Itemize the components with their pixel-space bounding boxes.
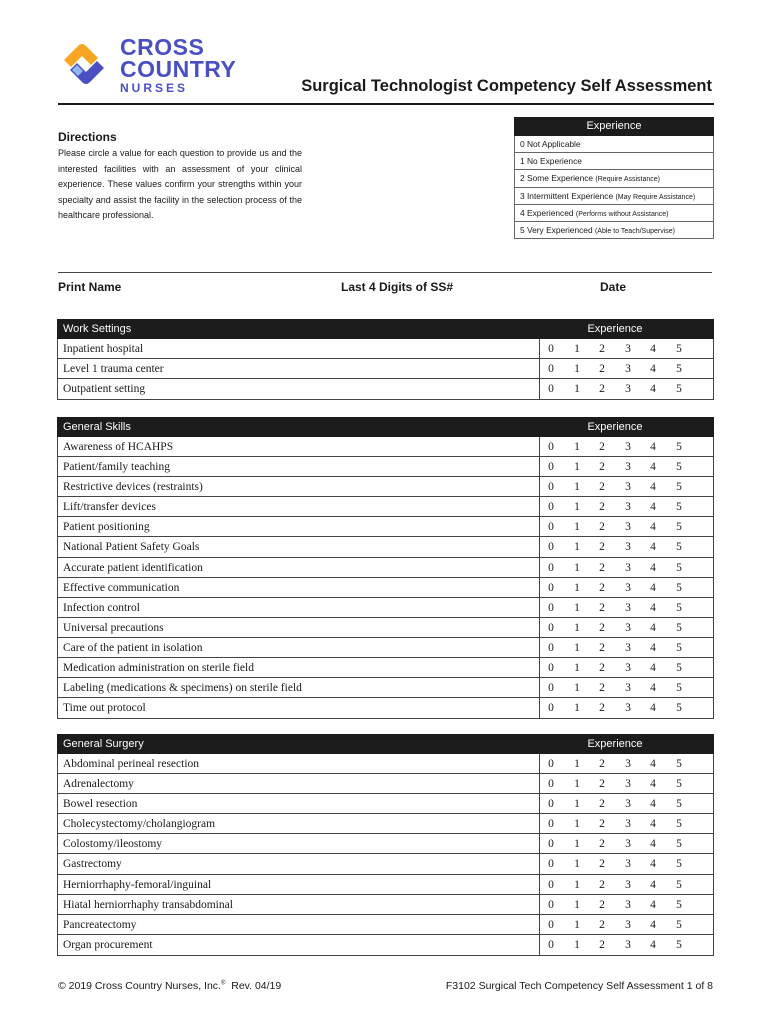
rating-option-0[interactable]: 0 — [548, 441, 554, 453]
legend-item-label: 4 Experienced — [520, 207, 574, 218]
section-general-skills — [57, 417, 714, 719]
rating-options — [539, 598, 714, 617]
rating-option-1[interactable]: 1 — [574, 481, 580, 494]
table-row — [58, 437, 713, 457]
rating-option-2[interactable]: 2 — [599, 898, 605, 911]
rating-option-3[interactable]: 3 — [625, 938, 631, 951]
competency-label: Hiatal herniorrhaphy transabdominal — [63, 898, 233, 911]
rating-option-4[interactable]: 4 — [650, 938, 656, 951]
section-work-settings — [57, 319, 714, 400]
rating-option-1[interactable]: 1 — [574, 581, 580, 594]
copyright-text: © 2019 Cross Country Nurses, Inc. — [58, 980, 221, 992]
competency-label: Organ procurement — [63, 938, 153, 951]
rating-option-1[interactable]: 1 — [574, 461, 580, 474]
legend-heading: Experience — [514, 117, 714, 136]
table-row — [58, 754, 713, 774]
competency-label: Lift/transfer devices — [63, 501, 156, 514]
rating-option-1[interactable]: 1 — [574, 541, 580, 554]
competency-label: Level 1 trauma center — [63, 363, 164, 376]
rating-option-5[interactable]: 5 — [676, 521, 682, 534]
rating-option-2[interactable]: 2 — [599, 838, 605, 851]
competency-label: Patient positioning — [63, 521, 150, 534]
legend-item — [514, 136, 714, 153]
legend-item — [514, 222, 714, 239]
logo-line-cross: CROSS — [120, 34, 205, 60]
footer-form-number: F3102 Surgical Tech Competency Self Assessment 1 of 8 — [445, 980, 713, 992]
section-table — [57, 437, 714, 719]
rating-option-0[interactable]: 0 — [548, 898, 554, 911]
rating-option-5[interactable]: 5 — [676, 501, 682, 514]
rating-option-2[interactable]: 2 — [599, 521, 605, 534]
rating-option-4[interactable]: 4 — [650, 682, 656, 695]
rating-option-5[interactable]: 5 — [676, 702, 682, 715]
competency-label: Medication administration on sterile field — [63, 662, 254, 675]
rating-option-1[interactable]: 1 — [574, 858, 580, 871]
rating-options — [539, 915, 714, 934]
rating-option-2[interactable]: 2 — [599, 501, 605, 514]
rating-option-2[interactable]: 2 — [599, 541, 605, 554]
table-row — [58, 834, 713, 854]
table-row — [58, 915, 713, 935]
rating-option-4[interactable]: 4 — [650, 918, 656, 931]
rating-options — [539, 678, 714, 697]
registered-mark: ® — [220, 980, 226, 987]
rating-option-4[interactable]: 4 — [650, 343, 656, 355]
rating-option-5[interactable]: 5 — [676, 938, 682, 951]
directions-text: Please circle a value for each question to provide us and the interested facilities with an assessment of your clinical experience. These values confirm your strengths within your specialty and assist the facility in the selection process of the healthcare professional. — [58, 148, 302, 220]
table-row — [58, 774, 713, 794]
section-title: Work Settings — [63, 323, 132, 335]
rating-option-3[interactable]: 3 — [625, 641, 631, 654]
rating-option-1[interactable]: 1 — [574, 601, 580, 614]
rating-option-2[interactable]: 2 — [599, 682, 605, 695]
rating-option-0[interactable]: 0 — [548, 682, 554, 695]
legend-item-label: 0 Not Applicable — [520, 139, 581, 149]
logo-wordmark — [120, 36, 236, 95]
rating-option-3[interactable]: 3 — [625, 363, 631, 376]
rating-option-1[interactable]: 1 — [574, 938, 580, 951]
table-row — [58, 678, 713, 698]
competency-label: Labeling (medications & specimens) on sterile field — [63, 682, 302, 695]
rating-option-4[interactable]: 4 — [650, 838, 656, 851]
rating-option-0[interactable]: 0 — [548, 621, 554, 634]
competency-label: Outpatient setting — [63, 383, 146, 396]
rating-option-2[interactable]: 2 — [599, 778, 605, 791]
rating-option-1[interactable]: 1 — [574, 798, 580, 811]
rating-options — [539, 814, 714, 833]
legend-item-label: 5 Very Experienced — [520, 224, 593, 235]
legend-rows — [514, 136, 714, 239]
logo-mark-icon — [58, 38, 110, 90]
rating-option-4[interactable]: 4 — [650, 441, 656, 453]
rating-option-5[interactable]: 5 — [676, 343, 682, 355]
rating-option-5[interactable]: 5 — [676, 918, 682, 931]
rating-option-2[interactable]: 2 — [599, 383, 605, 396]
rating-option-2[interactable]: 2 — [599, 858, 605, 871]
table-row — [58, 875, 713, 895]
rating-option-3[interactable]: 3 — [625, 601, 631, 614]
rating-option-0[interactable]: 0 — [548, 702, 554, 715]
rating-option-1[interactable]: 1 — [574, 363, 580, 376]
rating-option-3[interactable]: 3 — [625, 621, 631, 634]
rating-option-1[interactable]: 1 — [574, 682, 580, 695]
table-row — [58, 935, 713, 955]
rating-option-2[interactable]: 2 — [599, 641, 605, 654]
rating-options — [539, 339, 714, 358]
competency-label: Infection control — [63, 601, 140, 614]
rating-option-0[interactable]: 0 — [548, 363, 554, 376]
rating-option-0[interactable]: 0 — [548, 662, 554, 675]
rating-option-1[interactable]: 1 — [574, 878, 580, 891]
rating-option-0[interactable]: 0 — [548, 838, 554, 851]
rating-option-4[interactable]: 4 — [650, 461, 656, 474]
rating-options — [539, 754, 714, 773]
rating-options — [539, 834, 714, 853]
legend-item-note: (Performs without Assistance) — [575, 210, 669, 218]
rating-options — [539, 854, 714, 873]
table-row — [58, 658, 713, 678]
competency-label: Abdominal perineal resection — [63, 758, 200, 770]
table-row — [58, 698, 713, 718]
rating-option-2[interactable]: 2 — [599, 343, 605, 355]
table-row — [58, 598, 713, 618]
ssn-label: Last 4 Digits of SS# — [341, 280, 454, 294]
section-experience-label: Experience — [587, 421, 643, 433]
rating-option-5[interactable]: 5 — [676, 581, 682, 594]
section-general-surgery — [57, 734, 714, 956]
rating-option-3[interactable]: 3 — [625, 662, 631, 675]
rating-option-5[interactable]: 5 — [676, 818, 682, 831]
table-row — [58, 477, 713, 497]
legend-item — [514, 153, 714, 170]
rating-option-4[interactable]: 4 — [650, 898, 656, 911]
rating-option-0[interactable]: 0 — [548, 798, 554, 811]
rating-option-4[interactable]: 4 — [650, 621, 656, 634]
rating-options — [539, 618, 714, 637]
rating-option-3[interactable]: 3 — [625, 878, 631, 891]
logo-line-nurses: NURSES — [120, 81, 189, 95]
rating-option-2[interactable]: 2 — [599, 878, 605, 891]
rating-option-2[interactable]: 2 — [599, 363, 605, 376]
competency-label: Effective communication — [63, 581, 180, 594]
rating-option-4[interactable]: 4 — [650, 798, 656, 811]
rating-option-1[interactable]: 1 — [574, 662, 580, 675]
rating-options — [539, 558, 714, 577]
rating-option-4[interactable]: 4 — [650, 363, 656, 376]
rating-option-5[interactable]: 5 — [676, 898, 682, 911]
rating-options — [539, 578, 714, 597]
rating-option-2[interactable]: 2 — [599, 561, 605, 574]
legend-item — [514, 188, 714, 205]
rating-option-0[interactable]: 0 — [548, 481, 554, 494]
rating-option-1[interactable]: 1 — [574, 918, 580, 931]
rating-options — [539, 379, 714, 399]
company-logo — [58, 36, 248, 98]
rating-option-0[interactable]: 0 — [548, 858, 554, 871]
rating-option-1[interactable]: 1 — [574, 441, 580, 453]
rating-option-4[interactable]: 4 — [650, 521, 656, 534]
rating-option-4[interactable]: 4 — [650, 858, 656, 871]
rating-option-4[interactable]: 4 — [650, 541, 656, 554]
rating-option-3[interactable]: 3 — [625, 561, 631, 574]
rating-option-3[interactable]: 3 — [625, 818, 631, 831]
rating-option-2[interactable]: 2 — [599, 581, 605, 594]
rating-option-5[interactable]: 5 — [676, 481, 682, 494]
section-table — [57, 339, 714, 400]
rating-option-5[interactable]: 5 — [676, 621, 682, 634]
rating-option-5[interactable]: 5 — [676, 541, 682, 554]
section-header — [57, 319, 714, 339]
rating-option-0[interactable]: 0 — [548, 343, 554, 355]
rating-options — [539, 935, 714, 955]
rating-option-0[interactable]: 0 — [548, 541, 554, 554]
title-divider — [58, 103, 714, 105]
rating-option-1[interactable]: 1 — [574, 702, 580, 715]
competency-label: Bowel resection — [63, 798, 138, 811]
rating-option-0[interactable]: 0 — [548, 818, 554, 831]
rating-option-4[interactable]: 4 — [650, 662, 656, 675]
competency-label: Inpatient hospital — [63, 343, 144, 355]
rating-option-3[interactable]: 3 — [625, 343, 631, 355]
rating-option-5[interactable]: 5 — [676, 601, 682, 614]
rating-options — [539, 774, 714, 793]
competency-label: Herniorrhaphy-femoral/inguinal — [63, 878, 212, 891]
rating-option-0[interactable]: 0 — [548, 561, 554, 574]
table-row — [58, 814, 713, 834]
rating-option-2[interactable]: 2 — [599, 798, 605, 811]
directions-heading: Directions — [58, 130, 117, 144]
rating-option-0[interactable]: 0 — [548, 581, 554, 594]
legend-item-label: 1 No Experience — [520, 156, 582, 167]
table-row — [58, 854, 713, 874]
rating-option-5[interactable]: 5 — [676, 758, 682, 770]
rating-option-1[interactable]: 1 — [574, 641, 580, 654]
rating-option-3[interactable]: 3 — [625, 581, 631, 594]
logo-line-country: COUNTRY — [120, 56, 237, 82]
rating-option-1[interactable]: 1 — [574, 383, 580, 396]
table-row — [58, 359, 713, 379]
rating-option-0[interactable]: 0 — [548, 461, 554, 474]
print-name-label: Print Name — [58, 280, 122, 294]
table-row — [58, 638, 713, 658]
rating-option-3[interactable]: 3 — [625, 838, 631, 851]
rating-option-5[interactable]: 5 — [676, 383, 682, 396]
rating-option-5[interactable]: 5 — [676, 461, 682, 474]
rating-option-0[interactable]: 0 — [548, 383, 554, 396]
rating-option-2[interactable]: 2 — [599, 441, 605, 453]
rating-option-1[interactable]: 1 — [574, 561, 580, 574]
rating-option-0[interactable]: 0 — [548, 878, 554, 891]
rating-option-2[interactable]: 2 — [599, 758, 605, 770]
rating-option-3[interactable]: 3 — [625, 501, 631, 514]
rating-option-5[interactable]: 5 — [676, 682, 682, 695]
legend-item — [514, 170, 714, 187]
rating-options — [539, 457, 714, 476]
rating-option-5[interactable]: 5 — [676, 798, 682, 811]
rating-option-3[interactable]: 3 — [625, 778, 631, 791]
competency-label: Care of the patient in isolation — [63, 641, 203, 654]
table-row — [58, 537, 713, 557]
rating-option-4[interactable]: 4 — [650, 383, 656, 396]
rating-option-3[interactable]: 3 — [625, 798, 631, 811]
rating-option-3[interactable]: 3 — [625, 383, 631, 396]
rating-options — [539, 437, 714, 456]
rating-option-3[interactable]: 3 — [625, 441, 631, 453]
competency-label: Adrenalectomy — [63, 778, 134, 791]
rating-options — [539, 794, 714, 813]
rating-option-3[interactable]: 3 — [625, 702, 631, 715]
rating-option-3[interactable]: 3 — [625, 541, 631, 554]
rating-option-2[interactable]: 2 — [599, 938, 605, 951]
table-row — [58, 497, 713, 517]
rating-option-5[interactable]: 5 — [676, 838, 682, 851]
competency-label: National Patient Safety Goals — [63, 541, 200, 554]
rating-option-4[interactable]: 4 — [650, 501, 656, 514]
competency-label: Restrictive devices (restraints) — [63, 481, 203, 494]
section-table — [57, 754, 714, 956]
table-row — [58, 379, 713, 399]
rating-option-0[interactable]: 0 — [548, 758, 554, 770]
rating-options — [539, 359, 714, 378]
rating-options — [539, 537, 714, 556]
footer-copyright — [58, 980, 281, 992]
rating-option-3[interactable]: 3 — [625, 758, 631, 770]
rating-options — [539, 875, 714, 894]
competency-label: Colostomy/ileostomy — [63, 838, 163, 851]
legend-item-note: (Require Assistance) — [595, 176, 661, 184]
rating-option-5[interactable]: 5 — [676, 561, 682, 574]
rating-options — [539, 658, 714, 677]
rating-option-4[interactable]: 4 — [650, 561, 656, 574]
competency-label: Universal precautions — [63, 621, 164, 634]
rating-option-5[interactable]: 5 — [676, 363, 682, 376]
table-row — [58, 618, 713, 638]
rating-option-0[interactable]: 0 — [548, 938, 554, 951]
competency-label: Pancreatectomy — [63, 918, 137, 931]
rating-option-1[interactable]: 1 — [574, 778, 580, 791]
table-row — [58, 558, 713, 578]
competency-label: Accurate patient identification — [63, 561, 203, 574]
rating-option-4[interactable]: 4 — [650, 702, 656, 715]
rating-options — [539, 517, 714, 536]
rating-option-4[interactable]: 4 — [650, 778, 656, 791]
rating-option-3[interactable]: 3 — [625, 858, 631, 871]
rating-option-2[interactable]: 2 — [599, 621, 605, 634]
competency-label: Patient/family teaching — [63, 461, 170, 474]
rating-option-5[interactable]: 5 — [676, 878, 682, 891]
rating-options — [539, 638, 714, 657]
rating-option-4[interactable]: 4 — [650, 878, 656, 891]
rating-option-3[interactable]: 3 — [625, 461, 631, 474]
rating-option-4[interactable]: 4 — [650, 641, 656, 654]
rating-option-1[interactable]: 1 — [574, 501, 580, 514]
rating-option-3[interactable]: 3 — [625, 521, 631, 534]
rating-option-5[interactable]: 5 — [676, 441, 682, 453]
legend-item-label: 3 Intermittent Experience — [520, 190, 614, 201]
rating-option-4[interactable]: 4 — [650, 481, 656, 494]
section-title: General Surgery — [63, 738, 144, 750]
competency-label: Gastrectomy — [63, 858, 122, 871]
rating-option-2[interactable]: 2 — [599, 481, 605, 494]
rating-option-1[interactable]: 1 — [574, 818, 580, 831]
rating-option-0[interactable]: 0 — [548, 778, 554, 791]
rating-options — [539, 895, 714, 914]
legend-item — [514, 205, 714, 222]
rating-option-2[interactable]: 2 — [599, 601, 605, 614]
section-experience-label: Experience — [587, 323, 643, 335]
rating-option-4[interactable]: 4 — [650, 758, 656, 770]
competency-label: Time out protocol — [63, 702, 146, 715]
rating-option-3[interactable]: 3 — [625, 481, 631, 494]
rating-option-1[interactable]: 1 — [574, 521, 580, 534]
rating-option-1[interactable]: 1 — [574, 838, 580, 851]
experience-legend — [514, 117, 714, 239]
legend-item-label: 2 Some Experience — [520, 173, 594, 184]
section-experience-label: Experience — [587, 738, 643, 750]
rating-option-2[interactable]: 2 — [599, 918, 605, 931]
rating-option-1[interactable]: 1 — [574, 898, 580, 911]
rating-option-2[interactable]: 2 — [599, 818, 605, 831]
section-header — [57, 417, 714, 437]
section-header — [57, 734, 714, 754]
revision-text: Rev. 04/19 — [231, 980, 282, 992]
rating-option-2[interactable]: 2 — [599, 702, 605, 715]
rating-option-0[interactable]: 0 — [548, 501, 554, 514]
rating-options — [539, 497, 714, 516]
signature-line[interactable] — [58, 272, 712, 273]
rating-option-4[interactable]: 4 — [650, 581, 656, 594]
rating-options — [539, 698, 714, 718]
rating-option-3[interactable]: 3 — [625, 918, 631, 931]
rating-option-0[interactable]: 0 — [548, 641, 554, 654]
table-row — [58, 578, 713, 598]
rating-option-2[interactable]: 2 — [599, 461, 605, 474]
legend-item-note: (May Require Assistance) — [615, 193, 696, 201]
table-row — [58, 517, 713, 537]
table-row — [58, 457, 713, 477]
rating-option-1[interactable]: 1 — [574, 343, 580, 355]
page-title: Surgical Technologist Competency Self Assessment — [301, 77, 712, 95]
rating-option-1[interactable]: 1 — [574, 621, 580, 634]
competency-label: Cholecystectomy/cholangiogram — [63, 818, 216, 831]
rating-option-3[interactable]: 3 — [625, 898, 631, 911]
rating-option-5[interactable]: 5 — [676, 662, 682, 675]
rating-option-3[interactable]: 3 — [625, 682, 631, 695]
rating-option-2[interactable]: 2 — [599, 662, 605, 675]
rating-option-4[interactable]: 4 — [650, 818, 656, 831]
section-title: General Skills — [63, 421, 131, 433]
rating-option-0[interactable]: 0 — [548, 521, 554, 534]
rating-option-5[interactable]: 5 — [676, 858, 682, 871]
rating-option-5[interactable]: 5 — [676, 778, 682, 791]
rating-option-5[interactable]: 5 — [676, 641, 682, 654]
competency-label: Awareness of HCAHPS — [63, 441, 174, 453]
rating-option-1[interactable]: 1 — [574, 758, 580, 770]
date-label: Date — [600, 280, 627, 294]
rating-option-4[interactable]: 4 — [650, 601, 656, 614]
table-row — [58, 794, 713, 814]
rating-options — [539, 477, 714, 496]
table-row — [58, 339, 713, 359]
table-row — [58, 895, 713, 915]
rating-option-0[interactable]: 0 — [548, 918, 554, 931]
rating-option-0[interactable]: 0 — [548, 601, 554, 614]
legend-item-note: (Able to Teach/Supervise) — [594, 227, 675, 235]
